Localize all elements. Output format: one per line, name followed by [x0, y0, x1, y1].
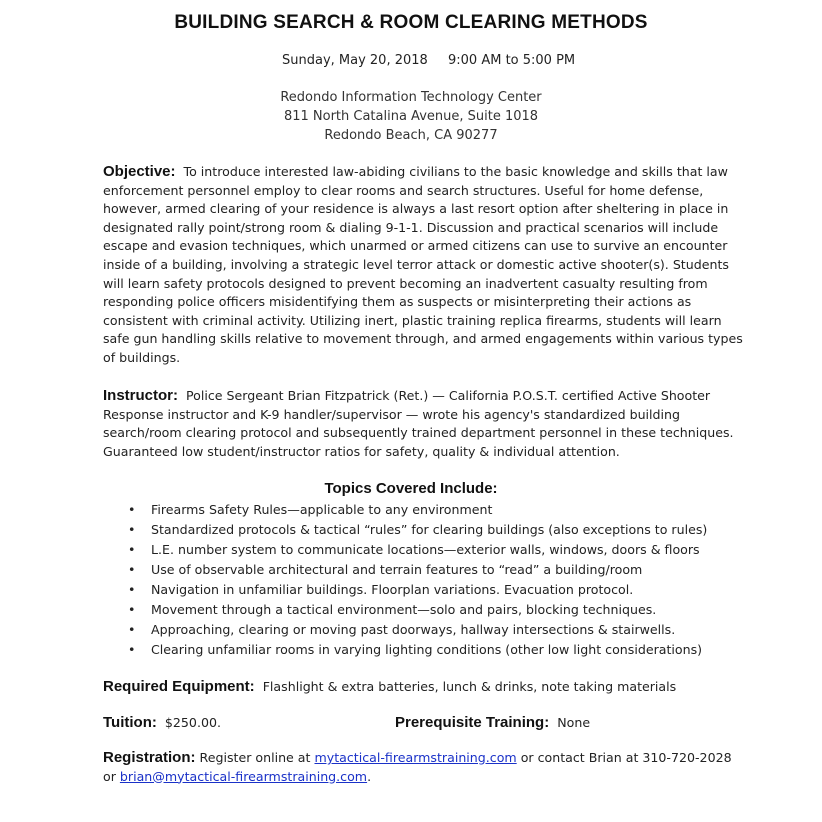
topic-text: Approaching, clearing or moving past doorways, hallway intersections & stairwells. — [151, 622, 676, 637]
prerequisite-section — [395, 714, 590, 731]
tuition-label: Tuition: — [103, 714, 157, 731]
tuition-value: $250.00. — [164, 715, 221, 730]
bullet-icon: • — [128, 522, 136, 537]
location-street: 811 North Catalina Avenue, Suite 1018 — [283, 109, 539, 124]
objective-section — [103, 163, 743, 368]
list-item — [128, 600, 768, 620]
registration-label: Registration: — [103, 749, 196, 766]
list-item — [128, 520, 768, 540]
document-title: BUILDING SEARCH & ROOM CLEARING METHODS — [174, 12, 648, 33]
bullet-icon: • — [128, 642, 136, 657]
topic-text: Navigation in unfamiliar buildings. Floorplan variations. Evacuation protocol. — [151, 582, 634, 597]
instructor-section — [103, 387, 743, 461]
instructor-label: Instructor: — [103, 387, 178, 404]
objective-label: Objective: — [103, 163, 176, 180]
topic-text: Standardized protocols & tactical “rules” for clearing buildings (also exceptions to rules) — [151, 522, 708, 537]
registration-text-end: . — [367, 768, 372, 784]
bullet-icon: • — [128, 622, 136, 637]
topic-text: L.E. number system to communicate locations—exterior walls, windows, doors & floors — [151, 542, 700, 557]
registration-text-middle: or contact Brian at 310-720-2028 or — [103, 750, 732, 784]
topics-list — [128, 500, 768, 660]
topic-text: Movement through a tactical environment—solo and pairs, blocking techniques. — [151, 602, 657, 617]
equipment-text: Flashlight & extra batteries, lunch & drinks, note taking materials — [262, 679, 677, 694]
topic-text: Clearing unfamiliar rooms in varying lighting conditions (other low light considerations) — [151, 642, 703, 657]
list-item — [128, 580, 768, 600]
list-item — [128, 620, 768, 640]
topics-heading: Topics Covered Include: — [324, 480, 498, 497]
email-link[interactable]: brian@mytactical-firearmstraining.com — [119, 768, 368, 784]
location-address — [0, 88, 822, 145]
event-time: 9:00 AM to 5:00 PM — [448, 53, 576, 68]
registration-section — [103, 749, 733, 786]
equipment-section — [103, 678, 676, 695]
bullet-icon: • — [128, 502, 136, 517]
prerequisite-value: None — [557, 715, 591, 730]
objective-text: To introduce interested law-abiding civilians to the basic knowledge and skills that law enforcement personnel employ to clear rooms and search structures. Useful for home defense, however, armed clearing of your residence is always a last resort option after sheltering in place in designated rally point/strong room & dialing 9-1-1. Discussion and practical scenarios will include escape and evasion techniques, which unarmed or armed citizens can use to survive an encounter inside of a building, involving a strategic level terror attack or domestic active shooter(s). Students will learn safety protocols designed to prevent becoming an inadvertent casualty resulting from responding police officers misidentifying them as suspects or misinterpreting their actions as consistent with criminal activity. Utilizing inert, plastic training replica firearms, students will learn safe gun handling skills relative to movement through, and armed engagements within various types of buildings. — [103, 164, 743, 365]
instructor-text: Police Sergeant Brian Fitzpatrick (Ret.) — California P.O.S.T. certified Active Shooter Response instructor and K-9 handler/supervisor — wrote his agency's standardized building search/room clearing protocol and subsequently trained department personnel in these techniques. Guaranteed low student/instructor ratios for safety, quality & individual attention. — [103, 388, 734, 459]
bullet-icon: • — [128, 542, 136, 557]
bullet-icon: • — [128, 582, 136, 597]
location-city: Redondo Beach, CA 90277 — [324, 128, 498, 143]
registration-text-before: Register online at — [199, 750, 311, 765]
topic-text: Firearms Safety Rules—applicable to any environment — [151, 502, 493, 517]
equipment-label: Required Equipment: — [103, 678, 255, 695]
list-item — [128, 560, 768, 580]
list-item — [128, 640, 768, 660]
tuition-section — [103, 714, 221, 731]
location-name: Redondo Information Technology Center — [280, 90, 542, 105]
bullet-icon: • — [128, 602, 136, 617]
website-link[interactable]: mytactical-firearmstraining.com — [314, 750, 517, 765]
prerequisite-label: Prerequisite Training: — [395, 714, 550, 731]
list-item — [128, 500, 768, 520]
topic-text: Use of observable architectural and terrain features to “read” a building/room — [151, 562, 643, 577]
list-item — [128, 540, 768, 560]
event-date: Sunday, May 20, 2018 — [282, 53, 428, 68]
bullet-icon: • — [128, 562, 136, 577]
